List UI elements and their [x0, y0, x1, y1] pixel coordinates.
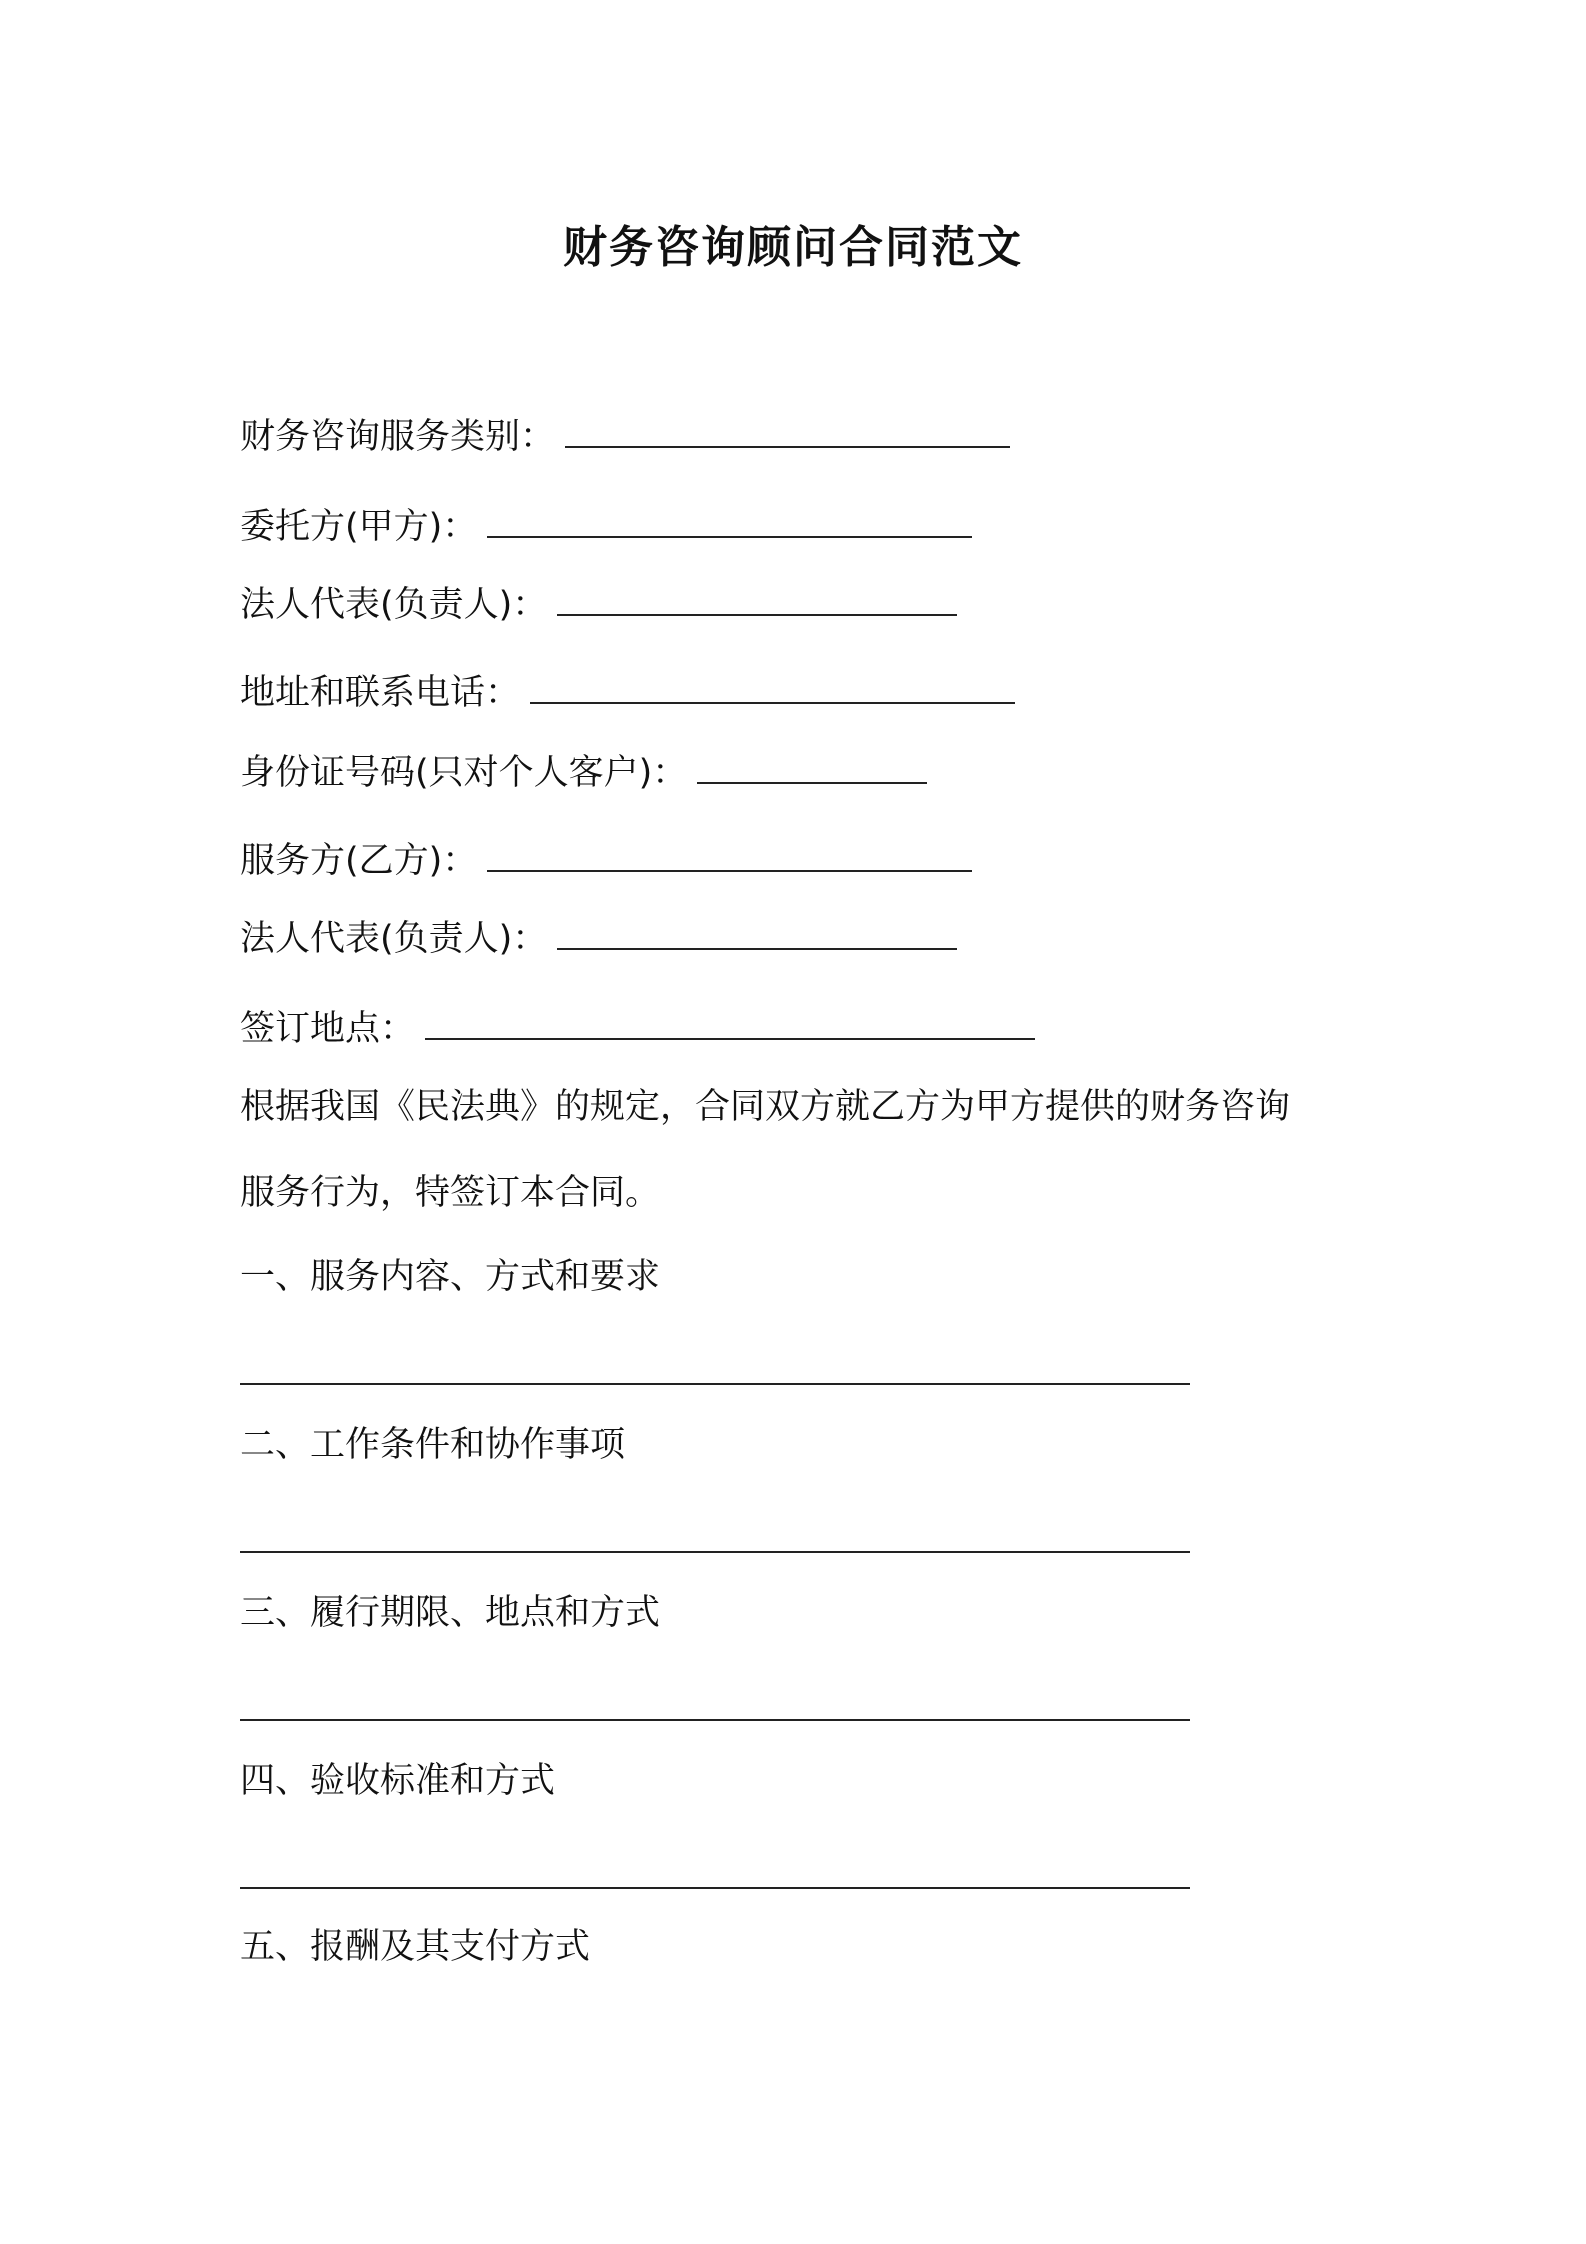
field-service-type	[240, 412, 1010, 462]
field-label: 委托方(甲方)：	[240, 507, 478, 547]
field-client-rep	[240, 580, 957, 630]
section-fill-line-1[interactable]	[240, 1383, 1190, 1385]
field-label: 签订地点：	[240, 1009, 416, 1049]
fill-blank[interactable]	[487, 840, 972, 872]
field-signing-place	[240, 1004, 1035, 1054]
field-client	[240, 502, 972, 552]
field-address-phone	[240, 668, 1015, 718]
fill-blank[interactable]	[487, 506, 972, 538]
section-heading-4: 四、验收标准和方式	[240, 1761, 556, 1801]
fill-blank[interactable]	[557, 584, 957, 616]
preamble-line-1: 根据我国《民法典》的规定，合同双方就乙方为甲方提供的财务咨询	[240, 1087, 1291, 1127]
section-fill-line-3[interactable]	[240, 1719, 1190, 1721]
section-heading-1: 一、服务内容、方式和要求	[240, 1257, 661, 1297]
preamble-line-2: 服务行为，特签订本合同。	[240, 1173, 661, 1213]
field-label: 地址和联系电话：	[240, 673, 521, 713]
fill-blank[interactable]	[557, 918, 957, 950]
fill-blank[interactable]	[697, 752, 927, 784]
section-heading-5: 五、报酬及其支付方式	[240, 1927, 591, 1967]
field-label: 身份证号码(只对个人客户)：	[240, 753, 688, 793]
fill-blank[interactable]	[530, 672, 1015, 704]
field-label: 财务咨询服务类别：	[240, 417, 556, 457]
section-fill-line-2[interactable]	[240, 1551, 1190, 1553]
fill-blank[interactable]	[425, 1008, 1035, 1040]
section-heading-3: 三、履行期限、地点和方式	[240, 1593, 661, 1633]
fill-blank[interactable]	[565, 416, 1010, 448]
field-label: 服务方(乙方)：	[240, 841, 478, 881]
field-label: 法人代表(负责人)：	[240, 585, 548, 625]
section-heading-2: 二、工作条件和协作事项	[240, 1425, 626, 1465]
document-title: 财务咨询顾问合同范文	[563, 222, 1023, 273]
field-id-number	[240, 748, 927, 798]
field-provider-rep	[240, 914, 957, 964]
field-label: 法人代表(负责人)：	[240, 919, 548, 959]
field-provider	[240, 836, 972, 886]
section-fill-line-4[interactable]	[240, 1887, 1190, 1889]
